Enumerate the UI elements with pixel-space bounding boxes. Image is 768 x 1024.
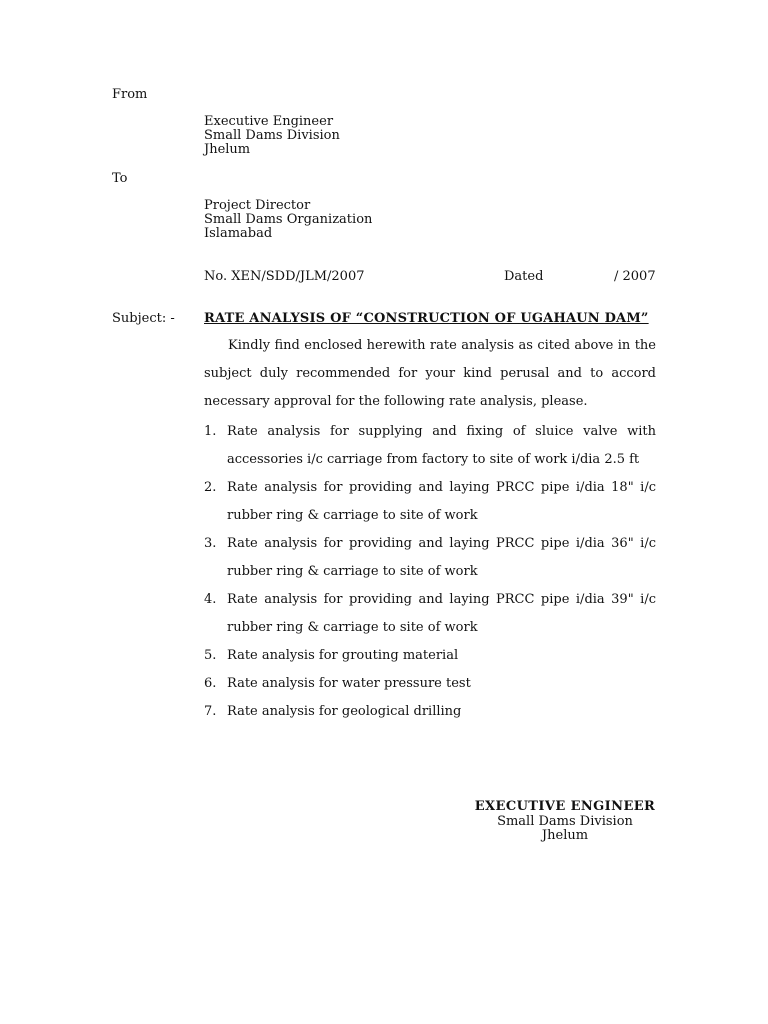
list-item-text: Rate analysis for grouting material <box>227 648 459 663</box>
reference-number: No. XEN/SDD/JLM/2007 <box>204 269 365 284</box>
list-item-text: Rate analysis for water pressure test <box>227 676 471 691</box>
rate-analysis-list <box>204 418 656 726</box>
list-item <box>204 586 656 642</box>
to-label: To <box>112 171 128 186</box>
list-item-number: 3. <box>204 536 217 551</box>
list-item-text: Rate analysis for providing and laying PRCC pipe i/dia 36" i/c rubber ring & carriage to site of work <box>227 536 656 579</box>
list-item-text: Rate analysis for providing and laying PRCC pipe i/dia 39" i/c rubber ring & carriage to site of work <box>227 592 656 635</box>
list-item-number: 6. <box>204 676 217 691</box>
list-item <box>204 698 656 726</box>
signature-line-2: Jhelum <box>541 828 589 843</box>
list-item-text: Rate analysis for geological drilling <box>227 704 462 719</box>
list-item <box>204 530 656 586</box>
list-item <box>204 642 656 670</box>
date-value: / 2007 <box>614 269 656 284</box>
list-item-number: 1. <box>204 424 217 439</box>
dated-label: Dated <box>504 269 544 284</box>
body-paragraph: Kindly find enclosed herewith rate analysis as cited above in the subject duly recommended for your kind perusal and to accord necessary approval for the following rate analysis, please. <box>204 338 656 409</box>
list-item-number: 4. <box>204 592 217 607</box>
from-label: From <box>112 87 148 102</box>
list-item <box>204 474 656 530</box>
signature-line-1: Small Dams Division <box>497 813 633 829</box>
list-item <box>204 670 656 698</box>
list-item-number: 5. <box>204 648 217 663</box>
signature-block <box>470 800 660 844</box>
list-item-text: Rate analysis for providing and laying PRCC pipe i/dia 18" i/c rubber ring & carriage to site of work <box>227 480 656 523</box>
subject-label: Subject: - <box>112 311 175 326</box>
list-item-number: 2. <box>204 480 217 495</box>
list-item <box>204 418 656 474</box>
signature-title: EXECUTIVE ENGINEER <box>474 799 656 814</box>
from-address-line-1: Executive Engineer <box>204 114 334 129</box>
from-address-line-3: Jhelum <box>204 142 251 157</box>
list-item-number: 7. <box>204 704 217 719</box>
subject-title: RATE ANALYSIS OF “CONSTRUCTION OF UGAHAUN DAM” <box>204 311 649 326</box>
list-item-text: Rate analysis for supplying and fixing of sluice valve with accessories i/c carriage from factory to site of work i/dia 2.5 ft <box>227 424 656 467</box>
to-address-line-2: Small Dams Organization <box>204 212 373 227</box>
from-address-line-2: Small Dams Division <box>204 128 340 143</box>
to-address-line-1: Project Director <box>204 198 311 213</box>
to-address-line-3: Islamabad <box>204 226 273 241</box>
